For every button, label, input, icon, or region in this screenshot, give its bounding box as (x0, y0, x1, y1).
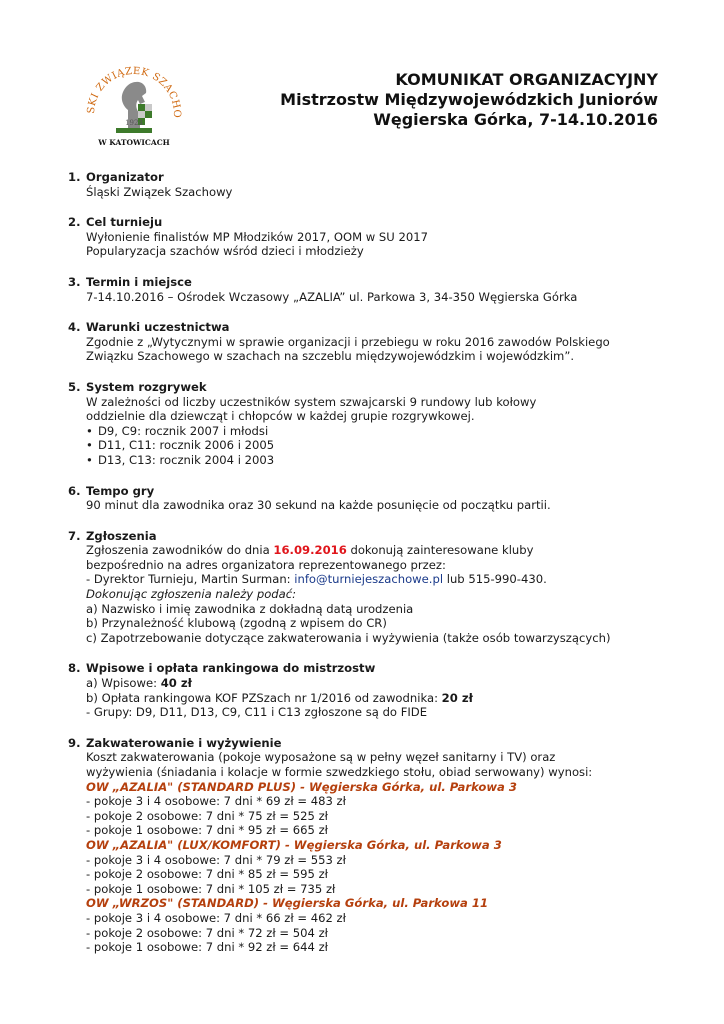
header-title: KOMUNIKAT ORGANIZACYJNY (395, 70, 658, 89)
venue-heading: OW „WRZOS" (STANDARD) - Węgierska Górka, ul. Parkowa 11 (86, 896, 489, 911)
list-item: • D9, C9: rocznik 2007 i młodsi (86, 424, 668, 439)
price-row: - pokoje 3 i 4 osobowe: 7 dni * 79 zł = 553 zł (86, 852, 346, 867)
group-list (68, 424, 668, 468)
logo-year: 1924 (125, 119, 143, 127)
email-link[interactable]: info@turniejeszachowe.pl (294, 572, 444, 587)
price-row: - pokoje 3 i 4 osobowe: 7 dni * 66 zł = 462 zł (86, 910, 346, 925)
section-number: 7. (68, 528, 81, 543)
list-item: • D13, C13: rocznik 2004 i 2003 (86, 453, 668, 468)
venue-heading: OW „AZALIA" (STANDARD PLUS) - Węgierska Górka, ul. Parkowa 3 (86, 779, 517, 794)
section-number: 3. (68, 274, 81, 289)
section-text: Zgodnie z „Wytycznymi w sprawie organizacji i przebiegu w roku 2016 zawodów Polskiego (86, 334, 610, 349)
section-title: Organizator (86, 170, 164, 184)
section-number: 8. (68, 661, 81, 676)
section-text: 7-14.10.2016 – Ośrodek Wczasowy „AZALIA” ul. Parkowa 3, 34-350 Węgierska Górka (86, 289, 578, 304)
section-text: a) Wpisowe: 40 zł (86, 676, 192, 691)
section-title: Cel turnieju (86, 215, 163, 230)
section-text: Zgłoszenia zawodników do dnia 16.09.2016 dokonują zainteresowane kluby (86, 543, 534, 558)
section-title: Wpisowe i opłata rankingowa do mistrzostw (86, 661, 376, 676)
document-body (68, 170, 668, 971)
section-text: - Dyrektor Turnieju, Martin Surman: info@turniejeszachowe.pl lub 515-990-430. (86, 572, 547, 587)
price-row: - pokoje 2 osobowe: 7 dni * 85 zł = 595 zł (86, 867, 328, 882)
price-row: - pokoje 3 i 4 osobowe: 7 dni * 69 zł = 483 zł (86, 794, 346, 809)
section-text: bezpośrednio na adres organizatora reprezentowanego przez: (86, 557, 446, 572)
venue-heading: OW „AZALIA" (LUX/KOMFORT) - Węgierska Górka, ul. Parkowa 3 (86, 837, 502, 852)
deadline-date: 16.09.2016 (273, 543, 347, 558)
section-number: 6. (68, 483, 81, 498)
section-text: Śląski Związek Szachowy (86, 184, 233, 199)
section-text: c) Zapotrzebowanie dotyczące zakwaterowania i wyżywienia (także osób towarzyszących) (86, 630, 611, 645)
section-title: Termin i miejsce (86, 274, 192, 289)
section-text: - Grupy: D9, D11, D13, C9, C11 i C13 zgłoszone są do FIDE (86, 705, 428, 720)
entry-fee: 40 zł (160, 676, 192, 691)
section-title: System rozgrywek (86, 379, 207, 394)
section-text: b) Opłata rankingowa KOF PZSzach nr 1/2016 od zawodnika: 20 zł (86, 690, 473, 705)
section-text: Koszt zakwaterowania (pokoje wyposażone są w pełny węzeł sanitarny i TV) oraz (86, 750, 556, 765)
logo-city: W KATOWICACH (98, 138, 170, 147)
section-text: Wyłonienie finalistów MP Młodzików 2017, OOM w SU 2017 (86, 229, 428, 244)
section-text: oddzielnie dla dziewcząt i chłopców w każdej grupie rozgrywkowej. (86, 409, 475, 424)
price-row: - pokoje 1 osobowe: 7 dni * 92 zł = 644 zł (86, 940, 328, 955)
section-text: Związku Szachowego w szachach na szczeblu międzywojewódzkim i wojewódzkim”. (86, 349, 575, 364)
price-row: - pokoje 1 osobowe: 7 dni * 95 zł = 665 zł (86, 823, 328, 838)
section-title: Zgłoszenia (86, 528, 157, 543)
section-fees (68, 661, 668, 719)
section-registration (68, 529, 668, 646)
section-text: wyżywienia (śniadania i kolacje w formie szwedzkiego stołu, obiad serwowany) wynosi: (86, 765, 593, 779)
document-header (280, 70, 658, 130)
section-number: 2. (68, 215, 81, 230)
header-place-date: Węgierska Górka, 7-14.10.2016 (373, 110, 658, 129)
chess-federation-logo (76, 52, 192, 152)
logo-arc-text: SKI ZWIĄZEK SZACHO (85, 65, 183, 119)
price-row: - pokoje 1 osobowe: 7 dni * 105 zł = 735 zł (86, 881, 336, 896)
section-date-place (68, 275, 668, 304)
section-text: Dokonując zgłoszenia należy podać: (86, 587, 297, 602)
section-text: b) Przynależność klubową (zgodną z wpisem do CR) (86, 616, 387, 631)
section-number: 4. (68, 320, 81, 335)
section-tempo (68, 484, 668, 513)
section-conditions (68, 320, 668, 364)
section-system (68, 380, 668, 468)
rating-fee: 20 zł (441, 690, 473, 705)
section-text: W zależności od liczby uczestników system szwajcarski 9 rundowy lub kołowy (86, 394, 537, 409)
section-text: Popularyzacja szachów wśród dzieci i młodzieży (86, 244, 364, 259)
price-row: - pokoje 2 osobowe: 7 dni * 72 zł = 504 zł (86, 925, 328, 940)
section-accommodation (68, 736, 668, 955)
section-title: Zakwaterowanie i wyżywienie (86, 735, 282, 750)
section-goal (68, 215, 668, 259)
header-subtitle: Mistrzostw Międzywojewódzkich Juniorów (280, 90, 658, 109)
section-organizer (68, 170, 668, 199)
section-number: 1. (68, 170, 81, 184)
section-text: 90 minut dla zawodnika oraz 30 sekund na każde posunięcie od początku partii. (86, 498, 551, 513)
section-title: Warunki uczestnictwa (86, 320, 230, 335)
list-item: • D11, C11: rocznik 2006 i 2005 (86, 438, 668, 453)
price-row: - pokoje 2 osobowe: 7 dni * 75 zł = 525 zł (86, 808, 328, 823)
section-number: 9. (68, 735, 81, 750)
section-number: 5. (68, 379, 81, 394)
section-title: Tempo gry (86, 483, 155, 498)
section-text: a) Nazwisko i imię zawodnika z dokładną datą urodzenia (86, 601, 414, 616)
